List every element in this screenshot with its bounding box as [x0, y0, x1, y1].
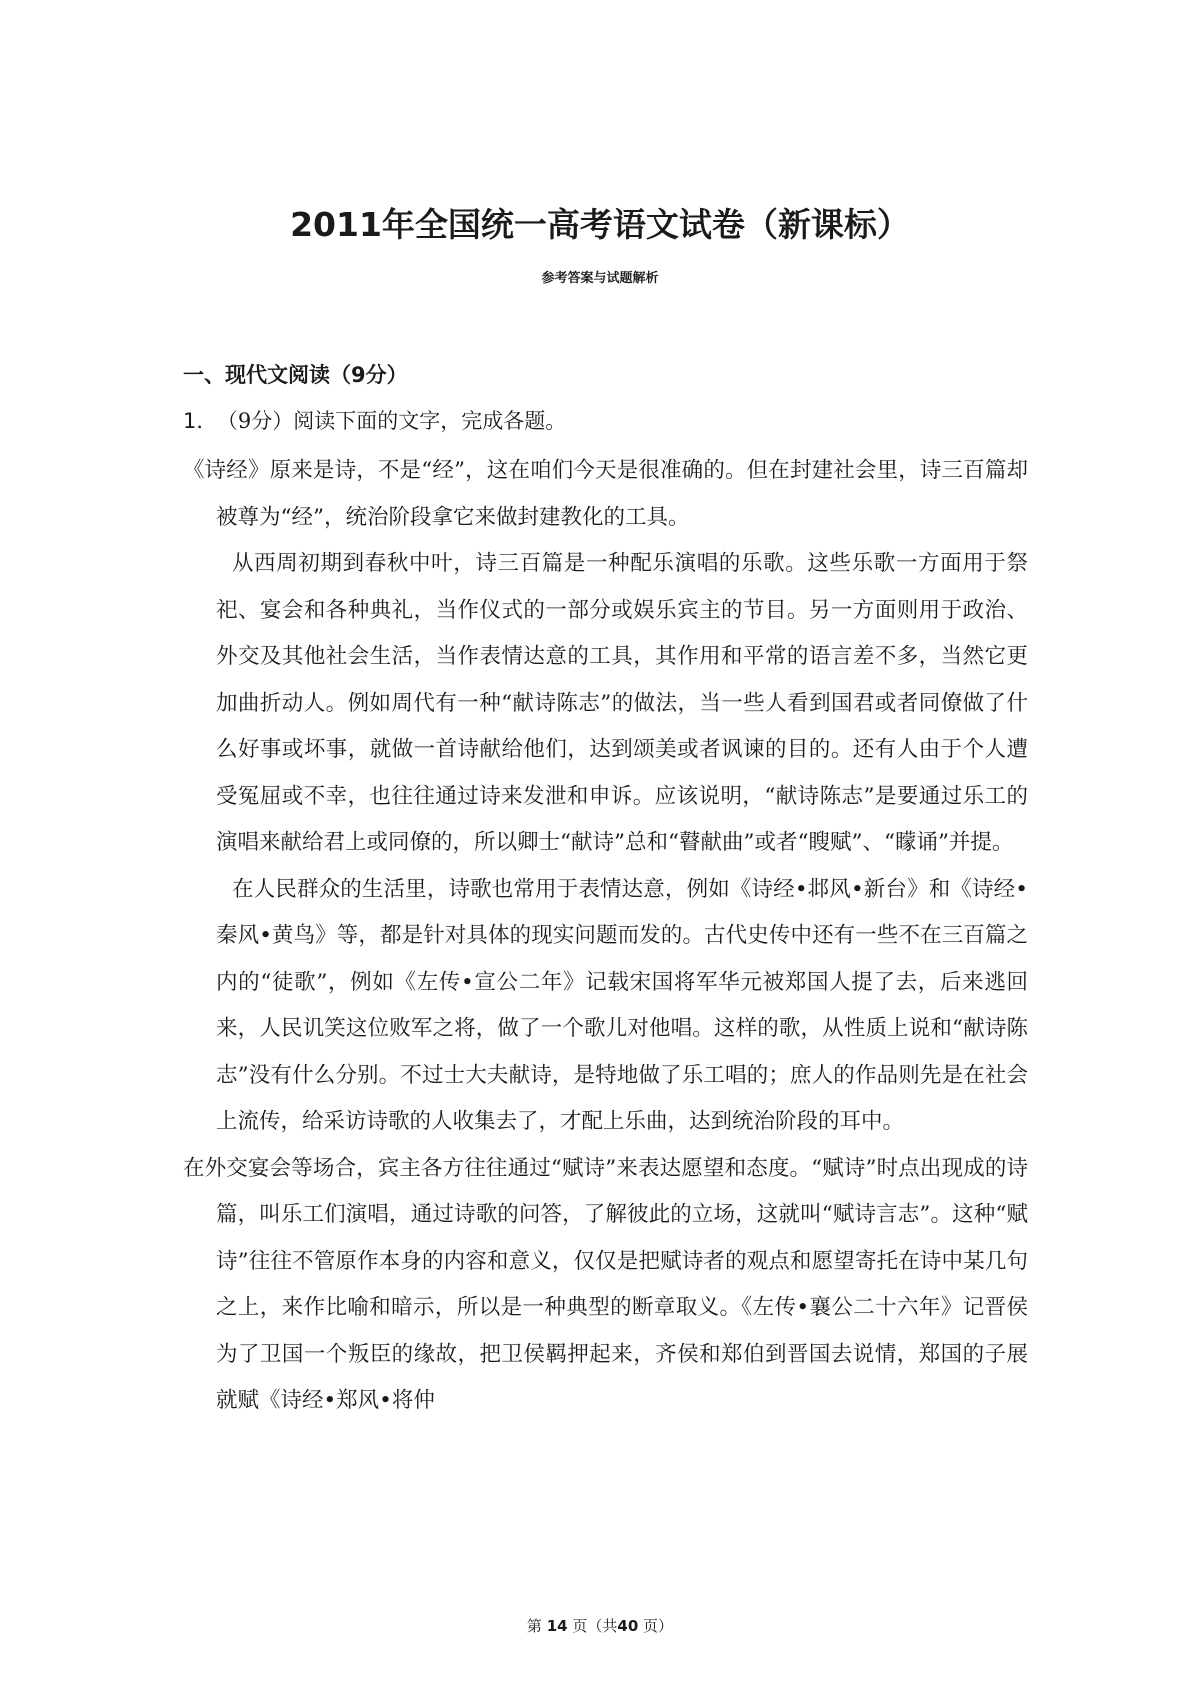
footer-prefix: 第 [526, 1617, 542, 1635]
footer-page-number: 14 [546, 1617, 568, 1635]
passage-paragraph-1: 《诗经》原来是诗，不是“经”，这在咱们今天是很准确的。但在封建社会里，诗三百篇却被尊为“经”，统治阶段拿它来做封建教化的工具。 [183, 458, 1028, 530]
document-subtitle: 参考答案与试题解析 [541, 271, 659, 286]
footer-total-pages: 40 [617, 1617, 639, 1635]
footer-middle: 页（共 [572, 1617, 618, 1635]
passage-paragraph-3: 在人民群众的生活里，诗歌也常用于表情达意，例如《诗经•邶风•新台》和《诗经•秦风•黄鸟》等，都是针对具体的现实问题而发的。古代史传中还有一些不在三百篇之内的“徒歌”，例如《左传•宣公二年》记载宋国将军华元被郑国人提了去，后来逃回来，人民讥笑这位败军之将，做了一个歌儿对他唱。这样的歌，从性质上说和“献诗陈志”没有什么分别。不过士大夫献诗，是特地做了乐工唱的；庶人的作品则先是在社会上流传，给采访诗歌的人收集去了，才配上乐曲，达到统治阶段的耳中。 [216, 876, 1028, 1134]
passage-paragraph-4: 在外交宴会等场合，宾主各方往往通过“赋诗”来表达愿望和态度。“赋诗”时点出现成的诗篇，叫乐工们演唱，通过诗歌的问答，了解彼此的立场，这就叫“赋诗言志”。这种“赋诗”往往不管原作本身的内容和意义，仅仅是把赋诗者的观点和愿望寄托在诗中某几句之上，来作比喻和暗示，所以是一种典型的断章取义。《左传•襄公二十六年》记晋侯为了卫国一个叛臣的缘故，把卫侯羁押起来，齐侯和郑伯到晋国去说情，郑国的子展就赋《诗经•郑风•将仲 [183, 1155, 1028, 1413]
question-number: 1． [183, 409, 218, 433]
footer-suffix: 页） [643, 1617, 674, 1635]
document-title: 2011年全国统一高考语文试卷（新课标） [290, 205, 910, 244]
passage-paragraph-2: 从西周初期到春秋中叶，诗三百篇是一种配乐演唱的乐歌。这些乐歌一方面用于祭祀、宴会和各种典礼，当作仪式的一部分或娱乐宾主的节目。另一方面则用于政治、外交及其他社会生活，当作表情达意的工具，其作用和平常的语言差不多，当然它更加曲折动人。例如周代有一种“献诗陈志”的做法，当一些人看到国君或者同僚做了什么好事或坏事，就做一首诗献给他们，达到颂美或者讽谏的目的。还有人由于个人遭受冤屈或不幸，也往往通过诗来发泄和申诉。应该说明，“献诗陈志”是要通过乐工的演唱来献给君上或同僚的，所以卿士“献诗”总和“瞽献曲”或者“瞍赋”、“矇诵”并提。 [216, 551, 1028, 855]
question-text: （9分）阅读下面的文字，完成各题。 [227, 409, 567, 433]
reading-passage [183, 448, 1028, 1425]
page-footer [0, 1616, 1200, 1636]
section-heading: 一、现代文阅读（9分） [183, 363, 408, 387]
question-prompt [183, 406, 566, 436]
